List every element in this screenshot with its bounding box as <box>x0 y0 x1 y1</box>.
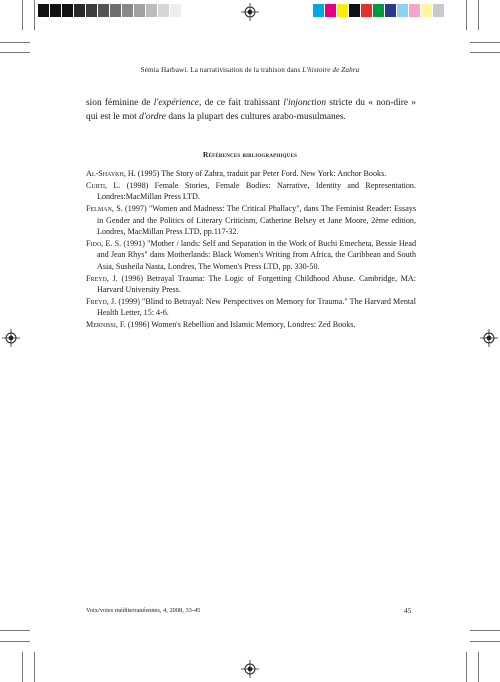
body-text: stricte du « non-dire » qui est le mot <box>86 98 416 123</box>
calibration-swatch <box>337 4 349 17</box>
body-text: dans la plupart des cultures arabo-musulmanes. <box>165 112 346 123</box>
crop-mark <box>0 52 30 53</box>
body-italic-term: l'injonction <box>283 98 327 108</box>
references-list <box>86 168 416 331</box>
calibration-swatch <box>98 4 110 17</box>
registration-mark-top <box>241 3 259 21</box>
reference-text: , S. (1997) "Women and Madness: The Critical Phallacy", dans The Feminist Reader: Essays in Gender and the Politics of Literary Criticism, Catherine Belsey et Jane Moore, 2ème edition, Londres, MacMillan Press LTD, pp.117-32. <box>97 204 416 237</box>
reference-entry <box>86 168 416 179</box>
crop-mark <box>478 0 479 30</box>
calibration-swatch <box>50 4 62 17</box>
body-paragraph <box>86 96 416 124</box>
reference-text: , J. (1999) "Blind to Betrayal: New Perspectives on Memory for Trauma." The Harvard Mental Health Letter, 15: 4-6. <box>97 296 416 318</box>
registration-mark-left <box>2 329 20 347</box>
calibration-swatch <box>361 4 373 17</box>
calibration-swatch <box>74 4 86 17</box>
reference-text: , J. (1996) Betrayal Trauma: The Logic of Forgetting Childhood Abuse. Cambridge, MA: Harvard University Press. <box>97 273 416 295</box>
reference-author: Curti <box>86 180 106 190</box>
calibration-swatch <box>397 4 409 17</box>
reference-entry <box>86 296 416 319</box>
body-italic-term: d'ordre <box>139 112 166 123</box>
calibration-swatch <box>433 4 445 17</box>
reference-entry <box>86 238 416 272</box>
reference-author: Freyd <box>86 296 107 306</box>
color-calibration-strip-right <box>313 4 445 17</box>
body-text: , de ce fait trahissant <box>198 98 284 108</box>
calibration-swatch <box>409 4 421 17</box>
reference-text: , L. (1998) Female Stories, Female Bodies: Narrative, Identity and Representation. Londres:MacMillan Press LTD. <box>97 180 416 202</box>
calibration-swatch <box>38 4 50 17</box>
crop-mark <box>22 652 23 682</box>
crop-mark <box>0 42 30 43</box>
calibration-swatch <box>146 4 158 17</box>
calibration-swatch <box>110 4 122 17</box>
calibration-swatch <box>170 4 182 17</box>
reference-entry <box>86 319 416 330</box>
calibration-swatch <box>122 4 134 17</box>
calibration-swatch <box>134 4 146 17</box>
crop-mark <box>0 630 30 631</box>
reference-author: Fido <box>86 238 102 248</box>
crop-mark <box>34 0 35 30</box>
reference-author: Al-Shaykh <box>86 169 124 178</box>
page-number: 45 <box>404 606 412 615</box>
reference-text: , E. S. (1991) "Mother / lands: Self and Separation in the Work of Buchi Emecheta, Bessie Head and Jean Rhys" dans Motherlands: Black Women's Writing from Africa, the Caribbean and South Asia, Susheila Nasta, Londres, The Women's Press LTD, pp. 330-50. <box>97 238 416 271</box>
reference-author: Mernissi <box>86 320 116 330</box>
calibration-swatch <box>325 4 337 17</box>
crop-mark <box>470 42 500 43</box>
crop-mark <box>466 652 467 682</box>
reference-entry <box>86 203 416 237</box>
color-calibration-strip-left <box>38 4 182 17</box>
running-head <box>0 66 500 74</box>
crop-mark <box>466 0 467 30</box>
crop-mark <box>478 652 479 682</box>
calibration-swatch <box>313 4 325 17</box>
calibration-swatch <box>62 4 74 17</box>
crop-mark <box>22 0 23 30</box>
footer-journal-citation: Voix/voies méditerranéennes, 4, 2008, 33-45 <box>86 607 201 614</box>
crop-mark <box>470 630 500 631</box>
reference-author: Freyd <box>86 273 107 283</box>
reference-text: , H. (1995) The Story of Zahra, traduit par Peter Ford. New York: Anchor Books. <box>123 169 387 178</box>
running-head-text: Sémia Harbawi. La narrativisation de la trahison dans <box>140 66 303 74</box>
crop-mark <box>470 52 500 53</box>
calibration-swatch <box>385 4 397 17</box>
calibration-swatch <box>421 4 433 17</box>
registration-mark-bottom <box>241 660 259 678</box>
reference-text: , F. (1996) Women's Rebellion and Islamic Memory, Londres: Zed Books. <box>115 320 356 330</box>
calibration-swatch <box>158 4 170 17</box>
running-head-title: L'histoire de Zahra <box>302 66 360 74</box>
crop-mark <box>0 641 30 642</box>
calibration-swatch <box>373 4 385 17</box>
calibration-swatch <box>86 4 98 17</box>
references-heading: Références bibliographiques <box>202 150 298 159</box>
reference-entry <box>86 180 416 203</box>
crop-mark <box>470 641 500 642</box>
registration-mark-right <box>480 329 498 347</box>
reference-author: Felman <box>86 204 112 214</box>
body-italic-term: l'expérience <box>153 98 199 108</box>
body-text: sion féminine de <box>86 98 154 108</box>
calibration-swatch <box>349 4 361 17</box>
crop-mark <box>34 652 35 682</box>
reference-entry <box>86 273 416 296</box>
